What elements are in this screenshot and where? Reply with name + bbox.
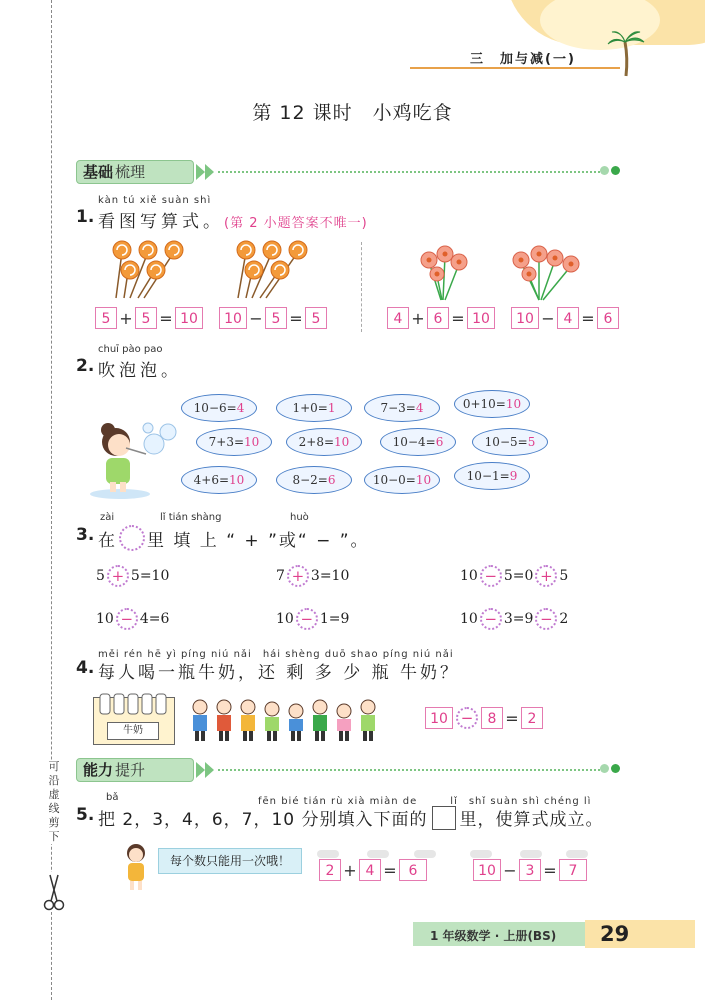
- palm-tree-icon: [606, 28, 646, 78]
- q1-equation-1: 5 + 5 = 10: [94, 306, 204, 330]
- answer-box[interactable]: 10: [473, 859, 501, 881]
- q1-equation-4: 10 − 4 = 6: [510, 306, 620, 330]
- answer-box[interactable]: 5: [135, 307, 157, 329]
- q3-pinyin-3: huò: [290, 512, 309, 523]
- answer-box[interactable]: 2: [521, 707, 543, 729]
- q3-number: 3.: [76, 525, 95, 545]
- q5-pinyin-ba: bǎ: [106, 792, 119, 803]
- q1-divider: [361, 242, 362, 332]
- q5-pinyin: fēn bié tián rù xià miàn de lǐ shǐ suàn shì chéng lì: [258, 796, 592, 807]
- footer-book-title: 1 年级数学 · 上册(BS): [430, 929, 557, 943]
- children-illustration: [188, 697, 388, 745]
- q4-pinyin: měi rén hē yì píng niú nǎi hái shèng duō shao píng niú nǎi: [98, 649, 454, 660]
- answer-box[interactable]: 10: [467, 307, 495, 329]
- cloud-icon: [566, 850, 588, 858]
- milk-label: 牛奶: [107, 722, 159, 740]
- q4-number: 4.: [76, 658, 95, 678]
- section-ability-header: [76, 758, 621, 782]
- q1-pinyin: kàn tú xiě suàn shì: [98, 195, 212, 206]
- cut-label: 可沿虚线剪下: [48, 760, 60, 843]
- cloud-icon: [367, 850, 389, 858]
- cloud-icon: [414, 850, 436, 858]
- milk-crate-illustration: [93, 697, 175, 745]
- answer-box[interactable]: 4: [387, 307, 409, 329]
- section-arrow-icon: [196, 164, 205, 180]
- answer-box[interactable]: 8: [481, 707, 503, 729]
- answer-flower[interactable]: +: [535, 565, 557, 587]
- answer-box[interactable]: 4: [557, 307, 579, 329]
- section-dotted-line: [218, 171, 600, 173]
- q3-pinyin-2: lǐ tián shàng: [160, 512, 222, 523]
- section-arrow-icon: [205, 762, 214, 778]
- q1-text: 看图写算式。(第 2 小题答案不唯一): [98, 212, 368, 232]
- answer-box[interactable]: 10: [175, 307, 203, 329]
- scissors-icon: [43, 872, 65, 912]
- answer-flower[interactable]: −: [296, 608, 318, 630]
- q2-text: 吹泡泡。: [98, 361, 182, 381]
- bubble-equation: 7+3=10: [196, 428, 272, 456]
- q2-number: 2.: [76, 356, 95, 376]
- flower-illustration: [415, 244, 585, 302]
- bubble-equation: 10−1=9: [454, 462, 530, 490]
- lollipop-illustration: [108, 238, 338, 300]
- q3-row: 5 + 5=10: [96, 567, 170, 585]
- q5-equation-1: 2 + 4 = 6: [318, 858, 428, 882]
- answer-flower[interactable]: −: [480, 565, 502, 587]
- answer-flower[interactable]: +: [287, 565, 309, 587]
- answer-box[interactable]: 10: [511, 307, 539, 329]
- q2-pinyin: chuī pào pao: [98, 344, 163, 355]
- section-ability-label: 能力 提升: [76, 758, 194, 782]
- section-basic-label: 基础 梳理: [76, 160, 194, 184]
- q1-equation-3: 4 + 6 = 10: [386, 306, 496, 330]
- bubble-equation: 10−5=5: [472, 428, 548, 456]
- q1-number: 1.: [76, 207, 95, 227]
- q3-pinyin-1: zài: [100, 512, 115, 523]
- q3-row: 7 + 3=10: [276, 567, 350, 585]
- answer-box[interactable]: 5: [265, 307, 287, 329]
- answer-flower[interactable]: −: [535, 608, 557, 630]
- bubble-equation: 10−0=10: [364, 466, 440, 494]
- q3-row: 10 − 4=6: [96, 610, 170, 628]
- bubble-equation: 2+8=10: [286, 428, 362, 456]
- q5-number: 5.: [76, 805, 95, 825]
- answer-box[interactable]: 2: [319, 859, 341, 881]
- q3-row: 10 − 5=0 + 5: [460, 567, 569, 585]
- milk-bottles-icon: [96, 690, 172, 716]
- answer-box[interactable]: 6: [399, 859, 427, 881]
- section-basic-header: [76, 160, 621, 184]
- section-end-dot: [600, 166, 609, 175]
- chapter-header: 三 加与减(一): [470, 52, 576, 67]
- bubble-equation: 8−2=6: [276, 466, 352, 494]
- section-arrow-icon: [196, 762, 205, 778]
- q3-row: 10 − 1=9: [276, 610, 350, 628]
- bubble-equation: 10−6=4: [181, 394, 257, 422]
- q5-text: 把 2，3，4，6，7，10 分别填入下面的 里，使算式成立。: [98, 805, 604, 830]
- q3-text: 在 里 填 上 “ + ”或“ − ”。: [98, 525, 370, 551]
- answer-box[interactable]: 4: [359, 859, 381, 881]
- answer-flower[interactable]: −: [456, 707, 478, 729]
- answer-flower[interactable]: −: [116, 608, 138, 630]
- answer-box[interactable]: 7: [559, 859, 587, 881]
- cut-line: [51, 0, 52, 1000]
- section-arrow-icon: [205, 164, 214, 180]
- bubble-equation: 0+10=10: [454, 390, 530, 418]
- bubble-equation: 10−4=6: [380, 428, 456, 456]
- q1-note: (第 2 小题答案不唯一): [224, 216, 368, 231]
- page-number: 29: [585, 920, 695, 948]
- answer-box[interactable]: 3: [519, 859, 541, 881]
- answer-box[interactable]: 6: [597, 307, 619, 329]
- answer-box[interactable]: 10: [425, 707, 453, 729]
- answer-flower[interactable]: +: [107, 565, 129, 587]
- answer-box[interactable]: 5: [95, 307, 117, 329]
- section-end-dot: [600, 764, 609, 773]
- cloud-icon: [520, 850, 542, 858]
- cloud-icon: [470, 850, 492, 858]
- section-end-dot: [611, 166, 620, 175]
- blank-box-icon: [432, 806, 456, 830]
- answer-box[interactable]: 5: [305, 307, 327, 329]
- page-title: 第 12 课时 小鸡吃食: [252, 102, 453, 124]
- girl-illustration: [120, 842, 154, 892]
- q5-equation-2: 10 − 3 = 7: [472, 858, 588, 882]
- answer-box[interactable]: 10: [219, 307, 247, 329]
- answer-flower[interactable]: −: [480, 608, 502, 630]
- answer-box[interactable]: 6: [427, 307, 449, 329]
- bubble-equation: 4+6=10: [181, 466, 257, 494]
- cloud-icon: [317, 850, 339, 858]
- header-underline: [410, 67, 620, 69]
- bubble-equation: 7−3=4: [364, 394, 440, 422]
- section-dotted-line: [218, 769, 600, 771]
- q4-equation: 10 − 8 = 2: [424, 706, 544, 730]
- q1-equation-2: 10 − 5 = 5: [218, 306, 328, 330]
- hint-speech-bubble: 每个数只能用一次哦！: [158, 848, 302, 874]
- q4-text: 每人喝一瓶牛奶，还 剩 多 少 瓶 牛奶？: [98, 663, 461, 683]
- q3-row: 10 − 3=9 − 2: [460, 610, 569, 628]
- bubble-equation: 1+0=1: [276, 394, 352, 422]
- blank-flower-icon: [119, 525, 145, 551]
- section-end-dot: [611, 764, 620, 773]
- girl-blowing-bubbles-illustration: [88, 420, 183, 500]
